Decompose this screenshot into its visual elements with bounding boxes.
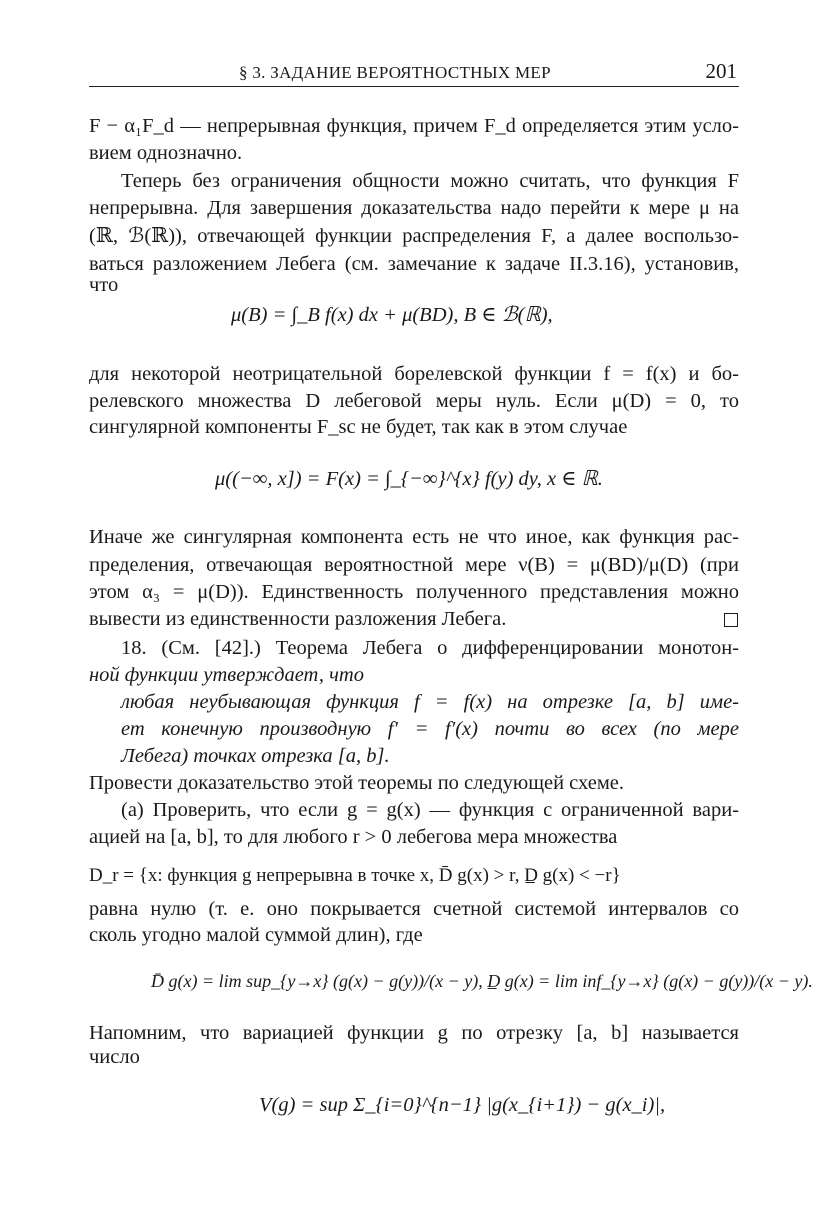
text-line	[121, 797, 739, 824]
page-number: 201	[705, 59, 737, 83]
theorem-line	[121, 743, 739, 770]
text-line	[89, 1020, 739, 1047]
text-l11: Иначе же сингулярная компонента есть не что иное, как функция рас-	[89, 526, 739, 548]
text-l24: сколь угодно малой суммой длин), где	[89, 924, 423, 946]
text-line	[89, 552, 739, 579]
formula-f3-text: D_r = {x: функция g непрерывна в точке x, D̄ g(x) > r, D̲ g(x) < −r}	[89, 865, 621, 886]
text-line	[89, 414, 739, 441]
formula-f2-text: μ((−∞, x]) = F(x) = ∫_{−∞}^{x} f(y) dy, x ∈ ℝ.	[215, 468, 603, 490]
text-line	[89, 140, 739, 167]
text-l22: ацией на [a, b], то для любого r > 0 лебегова мера множества	[89, 826, 618, 848]
formula-dini-derivatives	[151, 968, 813, 995]
text-l20: Провести доказательство этой теоремы по следующей схеме.	[89, 772, 625, 794]
text-l5: (ℝ, ℬ(ℝ)), отвечающей функции распределения F, а далее воспользо-	[89, 225, 739, 247]
text-line	[89, 579, 739, 606]
text-line	[89, 361, 739, 388]
text-l12: пределения, отвечающая вероятностной мере ν(B) = μ(BD)/μ(D) (при	[89, 554, 739, 576]
text-line	[89, 662, 739, 689]
text-line	[89, 272, 739, 299]
text-l21: (a) Проверить, что если g = g(x) — функция с ограниченной вари-	[121, 799, 739, 821]
text-l1: F − α₁F_d — непрерывная функция, причем F_d определяется этим усло-	[89, 115, 739, 137]
formula-set-Dr	[89, 862, 739, 889]
text-l19: Лебега) точках отрезка [a, b].	[121, 745, 390, 767]
text-l10: сингулярной компоненты F_sc не будет, так как в этом случае	[89, 416, 628, 438]
text-l2: вием однозначно.	[89, 142, 243, 164]
text-line	[89, 524, 739, 551]
text-line	[89, 896, 739, 923]
text-l15: 18. (См. [42].) Теорема Лебега о дифференцировании монотон-	[121, 637, 739, 659]
text-l16: ной функции утверждает, что	[89, 664, 364, 686]
text-line	[89, 824, 739, 851]
text-line	[89, 223, 739, 250]
text-line	[121, 635, 739, 662]
text-line	[89, 922, 739, 949]
text-line	[89, 195, 739, 222]
formula-mu-decomposition	[231, 302, 553, 329]
formula-f4-text: D̄ g(x) = lim sup_{y→x} (g(x) − g(y))/(x − y), D̲ g(x) = lim inf_{y→x} (g(x) − g(y))/(x − y).	[151, 971, 813, 991]
text-l6: ваться разложением Лебега (см. замечание к задаче II.3.16), установив,	[89, 253, 739, 275]
text-l13: этом α₃ = μ(D)). Единственность полученного представления можно	[89, 581, 739, 603]
text-l25: Напомним, что вариацией функции g по отрезку [a, b] называется	[89, 1022, 739, 1044]
theorem-line	[121, 689, 739, 716]
text-line	[121, 168, 739, 195]
text-l14: вывести из единственности разложения Лебега.	[89, 608, 507, 630]
qed-square-icon	[724, 613, 738, 627]
text-line	[89, 113, 739, 140]
text-l9: релевского множества D лебеговой меры нуль. Если μ(D) = 0, то	[89, 390, 739, 412]
text-l17: любая неубывающая функция f = f(x) на отрезке [a, b] име-	[121, 691, 739, 713]
text-line	[89, 388, 739, 415]
text-l23: равна нулю (т. е. оно покрывается счетной системой интервалов со	[89, 898, 739, 920]
text-l3: Теперь без ограничения общности можно считать, что функция F	[121, 170, 739, 192]
formula-f5-text: V(g) = sup Σ_{i=0}^{n−1} |g(x_{i+1}) − g(x_i)|,	[259, 1094, 666, 1116]
text-l7: что	[89, 274, 119, 296]
formula-distribution-integral	[215, 466, 603, 493]
text-l26: число	[89, 1046, 140, 1068]
text-line	[89, 770, 739, 797]
formula-f1-text: μ(B) = ∫_B f(x) dx + μ(BD), B ∈ ℬ(ℝ),	[231, 304, 553, 326]
text-l4: непрерывна. Для завершения доказательства надо перейти к мере μ на	[89, 197, 739, 219]
header-title: § 3. ЗАДАНИЕ ВЕРОЯТНОСТНЫХ МЕР	[239, 63, 551, 82]
formula-variation	[259, 1092, 665, 1119]
text-line	[89, 606, 739, 633]
text-l18: ет конечную производную f′ = f′(x) почти во всех (по мере	[121, 718, 739, 740]
text-l8: для некоторой неотрицательной борелевской функции f = f(x) и бо-	[89, 363, 739, 385]
text-line	[89, 1044, 739, 1071]
theorem-line	[121, 716, 739, 743]
running-header	[89, 58, 739, 87]
